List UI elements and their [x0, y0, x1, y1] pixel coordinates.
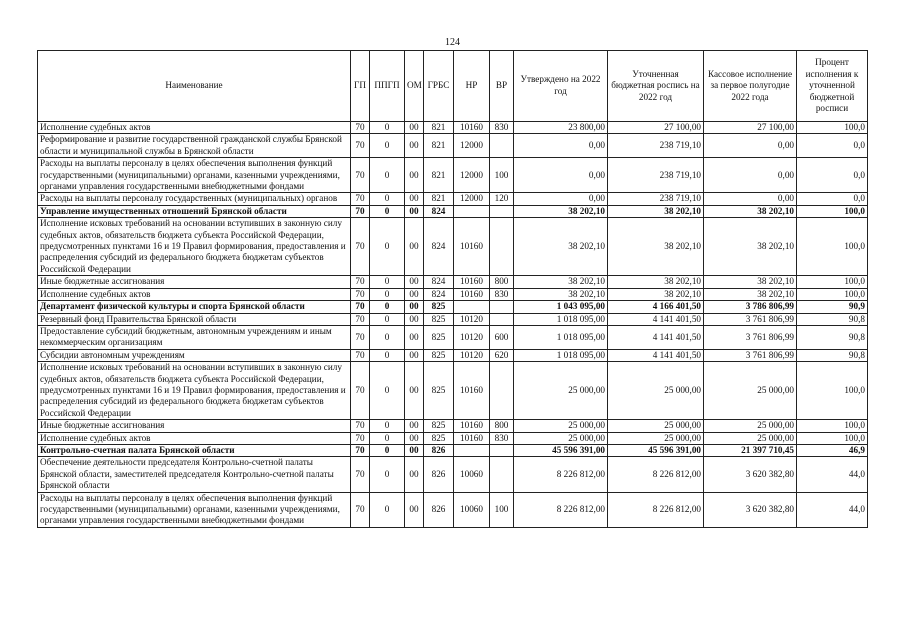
cell-grbs: 824 [424, 288, 454, 300]
table-row [38, 444, 868, 456]
cell-cash: 38 202,10 [704, 288, 797, 300]
cell-cash: 3 761 806,99 [704, 313, 797, 325]
table-row [38, 349, 868, 361]
cell-percent: 46,9 [797, 444, 868, 456]
cell-percent: 100,0 [797, 432, 868, 444]
cell-gp: 70 [351, 276, 370, 288]
cell-om: 00 [405, 432, 424, 444]
cell-approved: 8 226 812,00 [514, 492, 608, 527]
cell-percent: 90,8 [797, 313, 868, 325]
cell-ppgp: 0 [370, 276, 405, 288]
cell-cash: 25 000,00 [704, 420, 797, 432]
cell-approved: 0,00 [514, 193, 608, 205]
cell-percent: 100,0 [797, 122, 868, 134]
cell-refined: 4 141 401,50 [608, 349, 704, 361]
cell-approved: 38 202,10 [514, 218, 608, 276]
cell-refined: 238 719,10 [608, 134, 704, 158]
cell-name: Расходы на выплаты персоналу в целях обеспечения выполнения функций государственными (муниципальными) органами, казенными учреждениями, органами управления государственными внебюджетными фондами [38, 492, 351, 527]
page-number: 124 [445, 37, 460, 48]
cell-np [454, 205, 490, 217]
cell-cash: 38 202,10 [704, 276, 797, 288]
cell-approved: 25 000,00 [514, 432, 608, 444]
cell-grbs: 821 [424, 134, 454, 158]
cell-gp: 70 [351, 193, 370, 205]
cell-ppgp: 0 [370, 362, 405, 420]
cell-om: 00 [405, 420, 424, 432]
cell-approved: 0,00 [514, 134, 608, 158]
cell-refined: 4 141 401,50 [608, 313, 704, 325]
cell-np [454, 444, 490, 456]
cell-grbs: 826 [424, 444, 454, 456]
cell-np: 10160 [454, 288, 490, 300]
table-row [38, 420, 868, 432]
cell-om: 00 [405, 134, 424, 158]
cell-vr: 100 [490, 158, 514, 193]
cell-om: 00 [405, 457, 424, 492]
cell-approved: 1 043 095,00 [514, 301, 608, 313]
cell-grbs: 825 [424, 349, 454, 361]
cell-ppgp: 0 [370, 492, 405, 527]
cell-vr [490, 313, 514, 325]
header-np: НР [454, 51, 490, 122]
cell-approved: 1 018 095,00 [514, 325, 608, 349]
header-om: ОМ [405, 51, 424, 122]
cell-np: 10160 [454, 122, 490, 134]
cell-vr [490, 444, 514, 456]
cell-refined: 4 166 401,50 [608, 301, 704, 313]
cell-refined: 38 202,10 [608, 276, 704, 288]
cell-refined: 25 000,00 [608, 420, 704, 432]
cell-approved: 1 018 095,00 [514, 349, 608, 361]
cell-np: 10120 [454, 325, 490, 349]
header-grbs: ГРБС [424, 51, 454, 122]
cell-refined: 4 141 401,50 [608, 325, 704, 349]
cell-np [454, 301, 490, 313]
cell-vr: 800 [490, 276, 514, 288]
cell-om: 00 [405, 325, 424, 349]
cell-gp: 70 [351, 444, 370, 456]
cell-vr: 600 [490, 325, 514, 349]
cell-name: Исполнение судебных актов [38, 288, 351, 300]
cell-vr: 830 [490, 432, 514, 444]
cell-ppgp: 0 [370, 301, 405, 313]
cell-ppgp: 0 [370, 313, 405, 325]
cell-cash: 3 620 382,80 [704, 457, 797, 492]
cell-percent: 100,0 [797, 420, 868, 432]
cell-gp: 70 [351, 301, 370, 313]
cell-ppgp: 0 [370, 349, 405, 361]
cell-name: Исполнение исковых требований на основании вступивших в законную силу судебных актов, обязательств бюджета субъекта Российской Федерации, предусмотренных пунктами 16 и 19 Правил формирования, предоставления и распределения субсидий из федерального бюджета бюджетам субъектов Российской Федерации [38, 362, 351, 420]
cell-name: Контрольно-счетная палата Брянской области [38, 444, 351, 456]
table-row [38, 325, 868, 349]
cell-gp: 70 [351, 134, 370, 158]
header-cash: Кассовое исполнение за первое полугодие 2022 года [704, 51, 797, 122]
cell-np: 10160 [454, 362, 490, 420]
cell-refined: 8 226 812,00 [608, 457, 704, 492]
table-row [38, 301, 868, 313]
table-row [38, 122, 868, 134]
table-row [38, 276, 868, 288]
cell-refined: 38 202,10 [608, 218, 704, 276]
cell-percent: 0,0 [797, 193, 868, 205]
table-row [38, 457, 868, 492]
cell-percent: 100,0 [797, 288, 868, 300]
cell-np: 10160 [454, 420, 490, 432]
cell-vr: 100 [490, 492, 514, 527]
cell-gp: 70 [351, 325, 370, 349]
cell-name: Департамент физической культуры и спорта Брянской области [38, 301, 351, 313]
cell-vr: 620 [490, 349, 514, 361]
cell-approved: 38 202,10 [514, 288, 608, 300]
header-refined: Уточненная бюджетная роспись на 2022 год [608, 51, 704, 122]
cell-name: Исполнение судебных актов [38, 432, 351, 444]
cell-name: Иные бюджетные ассигнования [38, 276, 351, 288]
cell-name: Реформирование и развитие государственной гражданской службы Брянской области и муниципальной службы в Брянской области [38, 134, 351, 158]
cell-cash: 25 000,00 [704, 432, 797, 444]
cell-grbs: 824 [424, 276, 454, 288]
table-row [38, 158, 868, 193]
cell-vr [490, 457, 514, 492]
header-name: Наименование [38, 51, 351, 122]
cell-om: 00 [405, 122, 424, 134]
cell-om: 00 [405, 492, 424, 527]
cell-refined: 25 000,00 [608, 432, 704, 444]
cell-om: 00 [405, 362, 424, 420]
cell-vr: 830 [490, 288, 514, 300]
cell-cash: 21 397 710,45 [704, 444, 797, 456]
cell-name: Субсидии автономным учреждениям [38, 349, 351, 361]
cell-ppgp: 0 [370, 288, 405, 300]
cell-cash: 0,00 [704, 193, 797, 205]
table-row [38, 218, 868, 276]
cell-vr [490, 218, 514, 276]
cell-name: Резервный фонд Правительства Брянской области [38, 313, 351, 325]
cell-grbs: 824 [424, 218, 454, 276]
cell-cash: 38 202,10 [704, 218, 797, 276]
table-row [38, 205, 868, 217]
header-approved: Утверждено на 2022 год [514, 51, 608, 122]
cell-grbs: 821 [424, 158, 454, 193]
cell-om: 00 [405, 313, 424, 325]
cell-refined: 238 719,10 [608, 158, 704, 193]
cell-vr: 120 [490, 193, 514, 205]
cell-om: 00 [405, 276, 424, 288]
cell-gp: 70 [351, 205, 370, 217]
table-row [38, 288, 868, 300]
table-row [38, 432, 868, 444]
cell-grbs: 821 [424, 122, 454, 134]
cell-percent: 100,0 [797, 276, 868, 288]
cell-percent: 100,0 [797, 205, 868, 217]
cell-om: 00 [405, 349, 424, 361]
cell-approved: 8 226 812,00 [514, 457, 608, 492]
cell-vr [490, 362, 514, 420]
cell-np: 10120 [454, 349, 490, 361]
cell-om: 00 [405, 218, 424, 276]
budget-execution-table [37, 50, 868, 528]
cell-om: 00 [405, 193, 424, 205]
cell-approved: 1 018 095,00 [514, 313, 608, 325]
cell-np: 12000 [454, 158, 490, 193]
cell-percent: 90,8 [797, 349, 868, 361]
cell-name: Исполнение судебных актов [38, 122, 351, 134]
cell-ppgp: 0 [370, 432, 405, 444]
table-row [38, 362, 868, 420]
cell-gp: 70 [351, 362, 370, 420]
cell-name: Предоставление субсидий бюджетным, автономным учреждениям и иным некоммерческим организациям [38, 325, 351, 349]
cell-refined: 38 202,10 [608, 288, 704, 300]
cell-cash: 3 761 806,99 [704, 349, 797, 361]
cell-grbs: 825 [424, 313, 454, 325]
cell-name: Расходы на выплаты персоналу государственных (муниципальных) органов [38, 193, 351, 205]
cell-np: 10160 [454, 432, 490, 444]
cell-refined: 45 596 391,00 [608, 444, 704, 456]
cell-name: Расходы на выплаты персоналу в целях обеспечения выполнения функций государственными (муниципальными) органами, казенными учреждениями, органами управления государственными внебюджетными фондами [38, 158, 351, 193]
cell-gp: 70 [351, 313, 370, 325]
cell-gp: 70 [351, 158, 370, 193]
cell-gp: 70 [351, 288, 370, 300]
cell-percent: 0,0 [797, 134, 868, 158]
cell-vr [490, 134, 514, 158]
cell-vr: 830 [490, 122, 514, 134]
cell-percent: 100,0 [797, 362, 868, 420]
cell-ppgp: 0 [370, 444, 405, 456]
cell-refined: 27 100,00 [608, 122, 704, 134]
cell-approved: 0,00 [514, 158, 608, 193]
cell-approved: 25 000,00 [514, 420, 608, 432]
header-vr: ВР [490, 51, 514, 122]
cell-grbs: 825 [424, 301, 454, 313]
cell-name: Исполнение исковых требований на основании вступивших в законную силу судебных актов, обязательств бюджета субъекта Российской Федерации, предусмотренных пунктами 16 и 19 Правил формирования, предоставления и распределения субсидий из федерального бюджета бюджетам субъектов Российской Федерации [38, 218, 351, 276]
cell-gp: 70 [351, 349, 370, 361]
header-percent: Процент исполнения к уточненной бюджетной росписи [797, 51, 868, 122]
cell-ppgp: 0 [370, 122, 405, 134]
cell-vr [490, 205, 514, 217]
cell-cash: 3 786 806,99 [704, 301, 797, 313]
header-ppgp: ППГП [370, 51, 405, 122]
cell-percent: 44,0 [797, 457, 868, 492]
cell-approved: 45 596 391,00 [514, 444, 608, 456]
cell-gp: 70 [351, 432, 370, 444]
header-row [38, 51, 868, 122]
cell-ppgp: 0 [370, 420, 405, 432]
cell-vr: 800 [490, 420, 514, 432]
cell-om: 00 [405, 444, 424, 456]
header-gp: ГП [351, 51, 370, 122]
cell-om: 00 [405, 205, 424, 217]
cell-grbs: 821 [424, 193, 454, 205]
cell-om: 00 [405, 158, 424, 193]
cell-name: Управление имущественных отношений Брянской области [38, 205, 351, 217]
cell-refined: 238 719,10 [608, 193, 704, 205]
cell-np: 10060 [454, 492, 490, 527]
cell-vr [490, 301, 514, 313]
cell-cash: 38 202,10 [704, 205, 797, 217]
cell-ppgp: 0 [370, 134, 405, 158]
cell-name: Иные бюджетные ассигнования [38, 420, 351, 432]
cell-ppgp: 0 [370, 193, 405, 205]
cell-np: 12000 [454, 134, 490, 158]
cell-om: 00 [405, 288, 424, 300]
cell-percent: 0,0 [797, 158, 868, 193]
cell-ppgp: 0 [370, 325, 405, 349]
cell-np: 10160 [454, 276, 490, 288]
cell-gp: 70 [351, 420, 370, 432]
cell-cash: 3 620 382,80 [704, 492, 797, 527]
cell-approved: 23 800,00 [514, 122, 608, 134]
cell-gp: 70 [351, 457, 370, 492]
cell-approved: 38 202,10 [514, 276, 608, 288]
cell-grbs: 825 [424, 420, 454, 432]
cell-cash: 0,00 [704, 158, 797, 193]
cell-refined: 38 202,10 [608, 205, 704, 217]
cell-cash: 25 000,00 [704, 362, 797, 420]
cell-grbs: 825 [424, 432, 454, 444]
cell-refined: 8 226 812,00 [608, 492, 704, 527]
cell-gp: 70 [351, 122, 370, 134]
cell-ppgp: 0 [370, 158, 405, 193]
table-row [38, 134, 868, 158]
cell-percent: 44,0 [797, 492, 868, 527]
table-row [38, 313, 868, 325]
cell-percent: 90,8 [797, 325, 868, 349]
cell-approved: 38 202,10 [514, 205, 608, 217]
cell-om: 00 [405, 301, 424, 313]
cell-cash: 0,00 [704, 134, 797, 158]
cell-grbs: 826 [424, 492, 454, 527]
cell-cash: 27 100,00 [704, 122, 797, 134]
cell-approved: 25 000,00 [514, 362, 608, 420]
table-row [38, 193, 868, 205]
cell-grbs: 826 [424, 457, 454, 492]
cell-np: 10060 [454, 457, 490, 492]
cell-name: Обеспечение деятельности председателя Контрольно-счетной палаты Брянской области, заместителей председателя Контрольно-счетной палаты Брянской области [38, 457, 351, 492]
cell-ppgp: 0 [370, 218, 405, 276]
cell-percent: 90,9 [797, 301, 868, 313]
cell-ppgp: 0 [370, 457, 405, 492]
cell-ppgp: 0 [370, 205, 405, 217]
cell-grbs: 825 [424, 362, 454, 420]
cell-np: 12000 [454, 193, 490, 205]
cell-np: 10160 [454, 218, 490, 276]
cell-gp: 70 [351, 492, 370, 527]
table-body [38, 122, 868, 528]
cell-gp: 70 [351, 218, 370, 276]
cell-percent: 100,0 [797, 218, 868, 276]
cell-grbs: 824 [424, 205, 454, 217]
cell-np: 10120 [454, 313, 490, 325]
cell-refined: 25 000,00 [608, 362, 704, 420]
cell-cash: 3 761 806,99 [704, 325, 797, 349]
cell-grbs: 825 [424, 325, 454, 349]
table-row [38, 492, 868, 527]
